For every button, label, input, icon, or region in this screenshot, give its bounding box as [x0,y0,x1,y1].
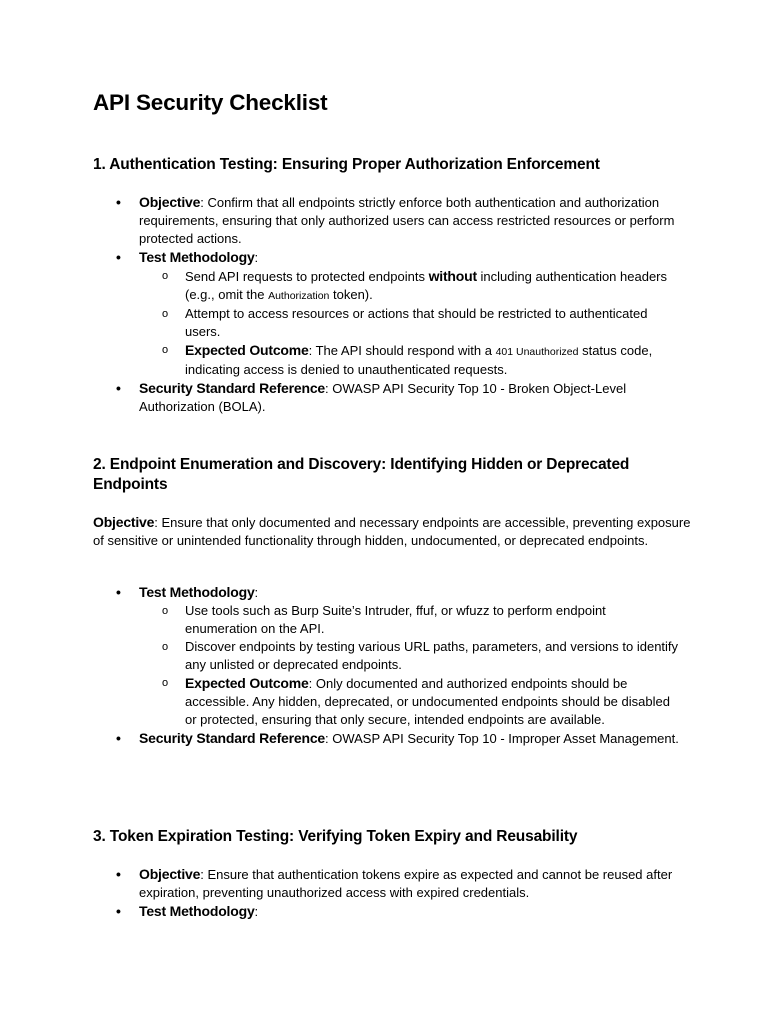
section-3-heading: 3. Token Expiration Testing: Verifying Token Expiry and Reusability [93,828,578,845]
s2-outcome-label: Expected Outcome [185,675,309,691]
s1-step-1 [185,267,679,305]
s1-objective-item [139,193,679,248]
s1-standard-label: Security Standard Reference [139,380,326,396]
s1-step-2: o Attempt to access resources or actions that should be restricted to authenticated users. [185,305,679,341]
s1-outcome-code: 401 Unauthorized [495,346,579,358]
s1-objective-text: : Confirm that all endpoints strictly enforce both authentication and authorization requirements, ensuring that only authorized users can access restricted resources or perform protected actions. [139,195,675,246]
s1-step-1-emphasis: without [428,268,477,284]
s1-method-colon: : [254,250,259,265]
s2-objective-label: Objective [93,514,155,530]
s1-step-1-text-c: token). [329,287,373,302]
s3-method-colon: : [254,904,259,919]
s1-outcome-text-a: : The API should respond with a [308,343,496,358]
document-title: API Security Checklist [93,90,328,115]
s2-step-2: o Discover endpoints by testing various URL paths, parameters, and versions to identify any unlisted or deprecated endpoints. [185,638,679,674]
section-1-heading: 1. Authentication Testing: Ensuring Proper Authorization Enforcement [93,156,600,173]
section-1-list [139,193,679,416]
s1-method-steps [185,267,679,379]
s2-step-3 [185,674,679,729]
s2-method-colon: : [254,585,259,600]
s1-outcome-label: Expected Outcome [185,342,309,358]
s2-objective-text: : Ensure that only documented and necessary endpoints are accessible, preventing exposure of sensitive or unintended functionality through hidden, undocumented, or deprecated endpoints. [93,515,691,548]
section-2-list [139,583,679,748]
section-2-heading: 2. Endpoint Enumeration and Discovery: Identifying Hidden or Deprecated Endpoints [93,456,630,493]
s2-method-steps [185,602,679,729]
s3-method-item [139,902,679,921]
s3-method-label: Test Methodology [139,903,255,919]
section-3-list [139,865,679,921]
s3-objective-label: Objective [139,866,201,882]
s2-outcome-text: : Only documented and authorized endpoints should be accessible. Any hidden, deprecated, or undocumented endpoints should be disabled or protected, ensuring that only secure, intended endpoints are available. [185,676,670,727]
s2-objective-paragraph [93,513,693,550]
s1-outcome-text-b: status code, indicating access is denied to unauthenticated requests. [185,343,653,377]
s1-method-item [139,248,679,379]
s1-step-3 [185,341,679,379]
s2-step-1: o Use tools such as Burp Suite’s Intruder, ffuf, or wfuzz to perform endpoint enumeration on the API. [185,602,679,638]
s2-method-item [139,583,679,729]
s1-standard-item [139,379,679,416]
s2-standard-label: Security Standard Reference [139,730,326,746]
s1-step-1-code: Authorization [268,290,330,302]
s1-step-1-text-b: including authentication headers (e.g., omit the [185,269,668,302]
s2-method-label: Test Methodology [139,584,255,600]
s3-objective-item [139,865,679,902]
s3-objective-text: : Ensure that authentication tokens expire as expected and cannot be reused after expiration, preventing unauthorized access with expired credentials. [139,867,673,900]
s1-objective-label: Objective [139,194,201,210]
s1-step-1-text-a: Send API requests to protected endpoints [185,269,429,284]
s2-standard-item [139,729,679,748]
s2-standard-text: : OWASP API Security Top 10 - Improper Asset Management. [325,731,679,746]
s1-standard-text: : OWASP API Security Top 10 - Broken Object-Level Authorization (BOLA). [139,381,627,414]
s1-method-label: Test Methodology [139,249,255,265]
